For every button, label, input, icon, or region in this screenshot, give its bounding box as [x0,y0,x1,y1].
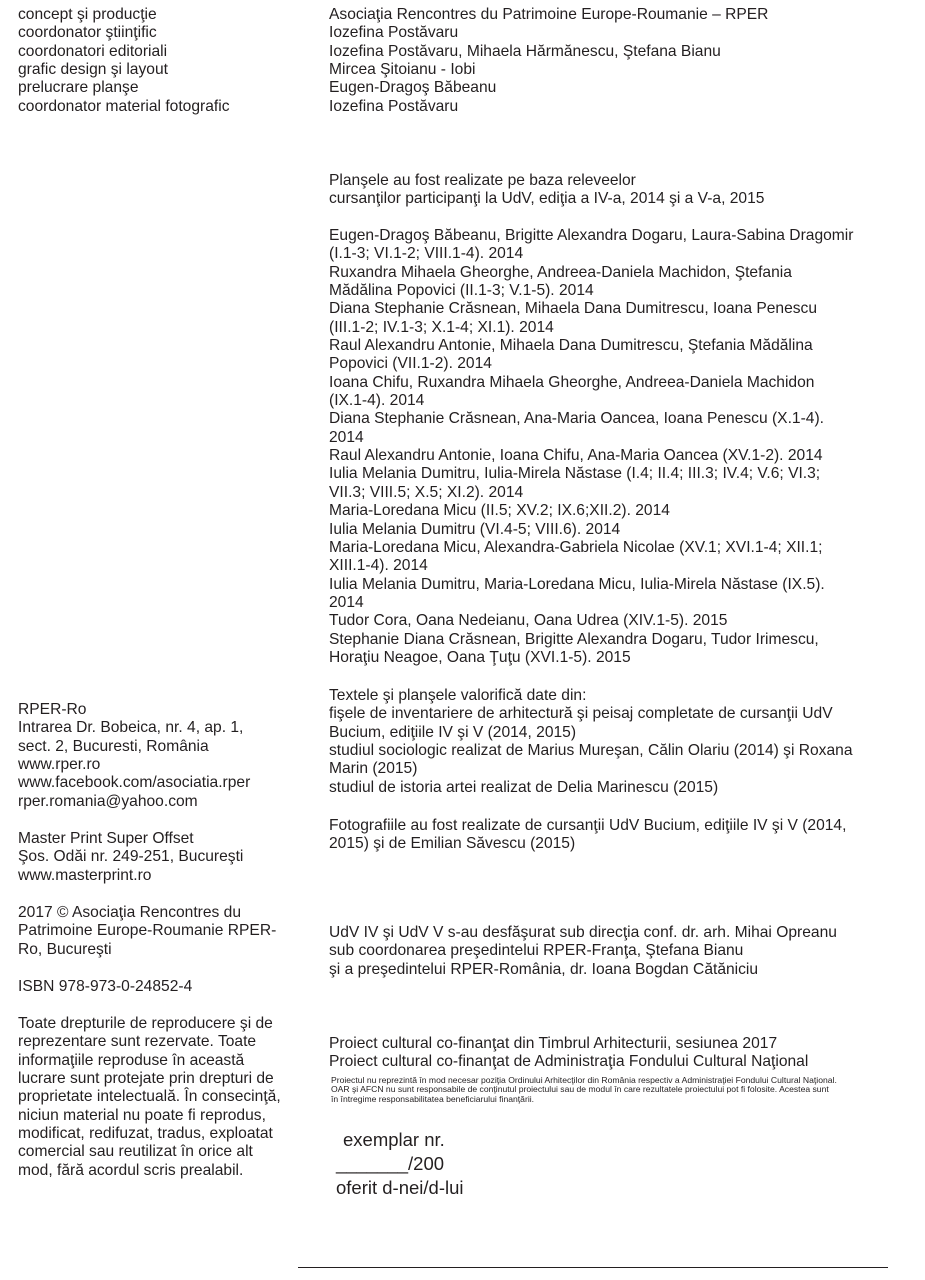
text-line: modificat, redifuzat, tradus, exploatat [18,1125,273,1143]
contributor-line: XIII.1-4). 2014 [329,557,428,575]
contributor-line: Tudor Cora, Oana Nedeianu, Oana Udrea (XIV.1-5). 2015 [329,612,728,630]
contributor-line: Stephanie Diana Crăsnean, Brigitte Alexandra Dogaru, Tudor Irimescu, [329,630,819,648]
credit-name: Iozefina Postăvaru, Mihaela Hărmănescu, Ştefana Bianu [329,42,721,60]
contributor-line: Maria-Loredana Micu (II.5; XV.2; IX.6;XII.2). 2014 [329,502,670,520]
text-line: Patrimoine Europe-Roumanie RPER- [18,922,277,940]
credit-role: coordonator ştiinţific [18,24,157,42]
credit-name: Eugen-Dragoş Băbeanu [329,79,497,97]
isbn: ISBN 978-973-0-24852-4 [18,978,193,995]
credit-role: grafic design şi layout [18,61,168,79]
contributor-line: (IX.1-4). 2014 [329,392,425,410]
text-line: studiul de istoria artei realizat de Delia Marinescu (2015) [329,778,719,796]
sources-paragraph [329,687,909,797]
contributor-line: Horaţiu Neagoe, Oana Ţuţu (XVI.1-5). 2015 [329,648,631,666]
credit-role: concept şi producţie [18,6,157,23]
email-address: rper.romania@yahoo.com [18,792,198,810]
bottom-divider [298,1267,888,1268]
text-line: UdV IV şi UdV V s-au desfăşurat sub direcţia conf. dr. arh. Mihai Opreanu [329,924,837,941]
credit-role: coordonatori editoriali [18,42,168,60]
contributor-line: Popovici (VII.1-2). 2014 [329,355,492,373]
copyright-notice [18,904,303,959]
text-line: cursanţilor participanţi la UdV, ediţia a IV-a, 2014 şi a V-a, 2015 [329,190,765,208]
printer-info [18,830,303,885]
website-link: www.rper.ro [18,756,101,774]
contributor-line: Ioana Chifu, Ruxandra Mihaela Gheorghe, Andreea-Daniela Machidon [329,373,815,391]
facebook-link: www.facebook.com/asociatia.rper [18,774,251,792]
text-line: Textele şi planşele valorifică date din: [329,687,587,704]
plates-intro [329,172,909,209]
contributor-line: Mădălina Popovici (II.1-3; V.1-5). 2014 [329,282,594,300]
contributor-line: Iulia Melania Dumitru (VI.4-5; VIII.6). 2014 [329,520,621,538]
text-line: Planşele au fost realizate pe baza releveelor [329,172,636,189]
text-line: studiul sociologic realizat de Marius Mureşan, Călin Olariu (2014) şi Roxana [329,742,853,760]
contributor-line: VII.3; VIII.5; X.5; XI.2). 2014 [329,483,524,501]
text-line: Ro, Bucureşti [18,940,112,958]
credit-role: coordonator material fotografic [18,97,230,115]
contributor-line: Diana Stephanie Crăsnean, Ana-Maria Oancea, Ioana Penescu (X.1-4). [329,410,824,428]
contributor-line: Diana Stephanie Crăsnean, Mihaela Dana Dumitrescu, Ioana Penescu [329,300,818,318]
credit-name: Mircea Şitoianu - Iobi [329,61,476,79]
text-line: lucrare sunt protejate prin drepturi de [18,1070,274,1088]
text-line: Toate drepturile de reproducere şi de [18,1015,273,1032]
text-line: reprezentare sunt rezervate. Toate [18,1033,257,1051]
text-line: mod, fără acordul scris prealabil. [18,1161,244,1179]
contributor-line: Eugen-Dragoş Băbeanu, Brigitte Alexandra Dogaru, Laura-Sabina Dragomir [329,227,854,244]
text-line: sub coordonarea preşedintelui RPER-Franţa, Ştefana Bianu [329,942,744,960]
contributor-line: Iulia Melania Dumitru, Maria-Loredana Micu, Iulia-Mirela Năstase (IX.5). [329,575,825,593]
text-line: Fotografiile au fost realizate de cursanţii UdV Bucium, ediţiile IV şi V (2014, [329,817,847,834]
text-line: 2017 © Asociaţia Rencontres du [18,904,242,921]
credits-roles [18,6,318,116]
text-line: comercial sau reutilizat în orice alt [18,1143,253,1161]
credit-name: Iozefina Postăvaru [329,97,459,115]
funding-paragraph [329,1035,909,1072]
text-line: şi a preşedintelui RPER-România, dr. Ioana Bogdan Cătăniciu [329,960,759,978]
text-line: Proiect cultural co-finanţat din Timbrul Arhitecturii, sesiunea 2017 [329,1035,778,1052]
text-line: Proiectul nu reprezintă în mod necesar poziţia Ordinului Arhitecţilor din România respectiv a Administraţiei Fondului Cultural Naţional. [331,1075,837,1085]
credit-name: Asociaţia Rencontres du Patrimoine Europe-Roumanie – RPER [329,6,769,23]
text-line: Şos. Odăi nr. 249-251, Bucureşti [18,848,244,866]
exemplar-label: exemplar nr. [343,1129,445,1150]
text-line: RPER-Ro [18,701,87,718]
text-line: Proiect cultural co-finanţat de Administraţia Fondului Cultural Naţional [329,1053,809,1071]
text-line: niciun material nu poate fi reprodus, [18,1106,266,1124]
contributor-line: Raul Alexandru Antonie, Mihaela Dana Dumitrescu, Ştefania Mădălina [329,337,813,355]
contributor-line: Raul Alexandru Antonie, Ioana Chifu, Ana-Maria Oancea (XV.1-2). 2014 [329,447,823,465]
contributor-line: (I.1-3; VI.1-2; VIII.1-4). 2014 [329,245,524,263]
exemplar-block [336,1128,464,1200]
text-line: proprietate intelectuală. În consecinţă, [18,1088,281,1106]
credits-names [329,6,909,116]
funding-disclaimer [331,1076,906,1104]
credit-name: Iozefina Postăvaru [329,24,459,42]
text-line: fişele de inventariere de arhitectură şi peisaj completate de cursanţii UdV [329,705,833,723]
contributor-line: Ruxandra Mihaela Gheorghe, Andreea-Daniela Machidon, Ştefania [329,263,792,281]
direction-paragraph [329,924,909,979]
contributors-list [329,227,909,667]
text-line: Intrarea Dr. Bobeica, nr. 4, ap. 1, [18,719,244,737]
text-line: sect. 2, Bucuresti, România [18,737,209,755]
text-line: Master Print Super Offset [18,830,194,847]
rights-notice [18,1015,303,1180]
website-link: www.masterprint.ro [18,866,152,884]
exemplar-number-field: _______/200 [336,1153,445,1174]
contributor-line: 2014 [329,593,364,611]
text-line: informaţiile reproduse în această [18,1051,245,1069]
org-contact [18,701,303,811]
photos-credit [329,817,909,854]
exemplar-dedication: oferit d-nei/d-lui [336,1177,464,1198]
contributor-line: Iulia Melania Dumitru, Iulia-Mirela Năstase (I.4; II.4; III.3; IV.4; V.6; VI.3; [329,465,821,483]
text-line: OAR şi AFCN nu sunt responsabile de conţinutul proiectului sau de modul în care rezultatele proiectului pot fi folosite. Acestea sunt [331,1084,829,1095]
text-line: Marin (2015) [329,760,418,778]
text-line: în întregime responsabilitatea beneficiarului finanţării. [331,1093,535,1104]
text-line: Bucium, ediţiile IV şi V (2014, 2015) [329,723,577,741]
credit-role: prelucrare planşe [18,79,139,97]
contributor-line: (III.1-2; IV.1-3; X.1-4; XI.1). 2014 [329,318,554,336]
text-line: 2015) şi de Emilian Săvescu (2015) [329,835,576,853]
contributor-line: 2014 [329,428,364,446]
contributor-line: Maria-Loredana Micu, Alexandra-Gabriela Nicolae (XV.1; XVI.1-4; XII.1; [329,538,823,556]
